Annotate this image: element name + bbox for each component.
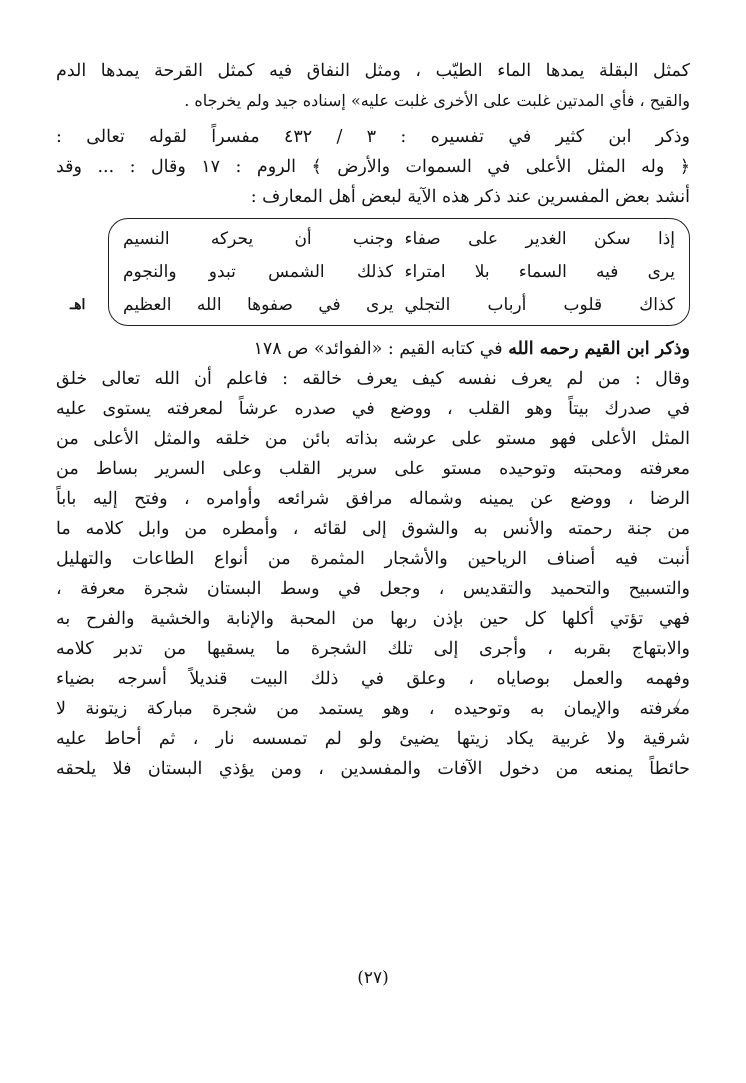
text-line: المثل الأعلى فهو مستو على عرشه بذاته بائن من خلقه والمثل الأعلى من — [56, 429, 690, 449]
poem-second-hemistich: كذلك الشمس تبدو والنجوم — [123, 262, 394, 282]
poem-verse — [123, 223, 675, 256]
ibn-qayyim-heading-bold: وذكر ابن القيم رحمه الله — [508, 339, 690, 359]
text-line: والقيح ، فأي المدتين غلبت على الأخرى غلبت عليه» إسناده جيد ولم يخرجاه . — [184, 91, 690, 110]
quran-verse-line: ﴿ وله المثل الأعلى في السموات والأرض ﴾ الروم : ١٧ وقال : ... وقد — [56, 157, 690, 177]
poem-first-hemistich: إذا سكن الغدير على صفاء — [404, 229, 675, 249]
text-line: من جنة رحمته والأنس به والشوق إلى لقائه ، وأمطره من وابل كلامه ما — [56, 519, 690, 539]
poem-verse — [123, 256, 675, 289]
text-line: كمثل البقلة يمدها الماء الطيّب ، ومثل النفاق فيه كمثل القرحة يمدها الدم — [56, 61, 690, 81]
text-line: والتسبيح والتحميد والتقديس ، وجعل في وسط البستان شجرة معرفة ، — [56, 579, 690, 599]
poem-first-hemistich: كذاك قلوب أرباب التجلي — [404, 295, 675, 315]
ibn-qayyim-heading-rest: في كتابه القيم : «الفوائد» ص ١٧٨ — [253, 339, 509, 359]
text-line: حائطاً يمنعه من دخول الآفات والمفسدين ، ومن يؤذي البستان فلا يلحقه — [56, 759, 690, 779]
text-line: الرضا ، ووضع عن يمينه وشماله مرافق شرائعه وأوامره ، وفتح إليه باباً — [56, 489, 690, 509]
text-line: وقال : من لم يعرف نفسه كيف يعرف خالقه : فاعلم أن الله تعالى خلق — [56, 369, 690, 389]
poem-second-hemistich: وجنب أن يحركه النسيم — [123, 229, 394, 249]
text-line: معرفته والإيمان به وتوحيده ، وهو يستمد من شجرة مباركة زيتونة لا — [56, 699, 690, 719]
text-line: أنشد بعض المفسرين عند ذكر هذه الآية لبعض أهل المعارف : — [250, 187, 690, 207]
text-line: فهي تؤتي أكلها كل حين بإذن ربها من المحبة والإنابة والخشية والفرح به — [56, 609, 690, 629]
text-line: شرقية ولا غربية يكاد زيتها يضيئ ولو لم تمسسه نار ، ثم أحاط عليه — [56, 729, 690, 749]
text-line: في صدرك بيتاً وهو القلب ، ووضع في صدره عرشاً لمعرفته يستوى عليه — [56, 399, 690, 419]
poem-verse — [123, 289, 675, 322]
text-line: معرفته ومحبته وتوحيده مستو على سرير القلب وعلى السرير بساط من — [56, 459, 690, 479]
ibn-qayyim-heading-line — [56, 334, 690, 364]
page-number: (٢٧) — [357, 968, 389, 988]
poem-end-mark: اهـ — [70, 297, 86, 313]
poem-first-hemistich: يرى فيه السماء بلا امتراء — [404, 262, 675, 282]
text-line: أنبت فيه أصناف الرياحين والأشجار المثمرة من أنواع الطاعات والتهليل — [56, 549, 690, 569]
poem-box — [108, 218, 690, 326]
text-line: والابتهاج بقربه ، وأجرى إلى تلك الشجرة ما يسقيها من تدبر كلامه — [56, 639, 690, 659]
document-page — [56, 56, 690, 784]
text-line: وفهمه والعمل بوصاياه ، وعلق في ذلك البيت قنديلاً أسرجه بضياء — [56, 669, 690, 689]
poem-section — [56, 218, 690, 330]
poem-second-hemistich: يرى في صفوها الله العظيم — [123, 295, 394, 315]
text-line: وذكر ابن كثير في تفسيره : ٣ / ٤٣٢ مفسراً لقوله تعالى : — [56, 127, 690, 147]
